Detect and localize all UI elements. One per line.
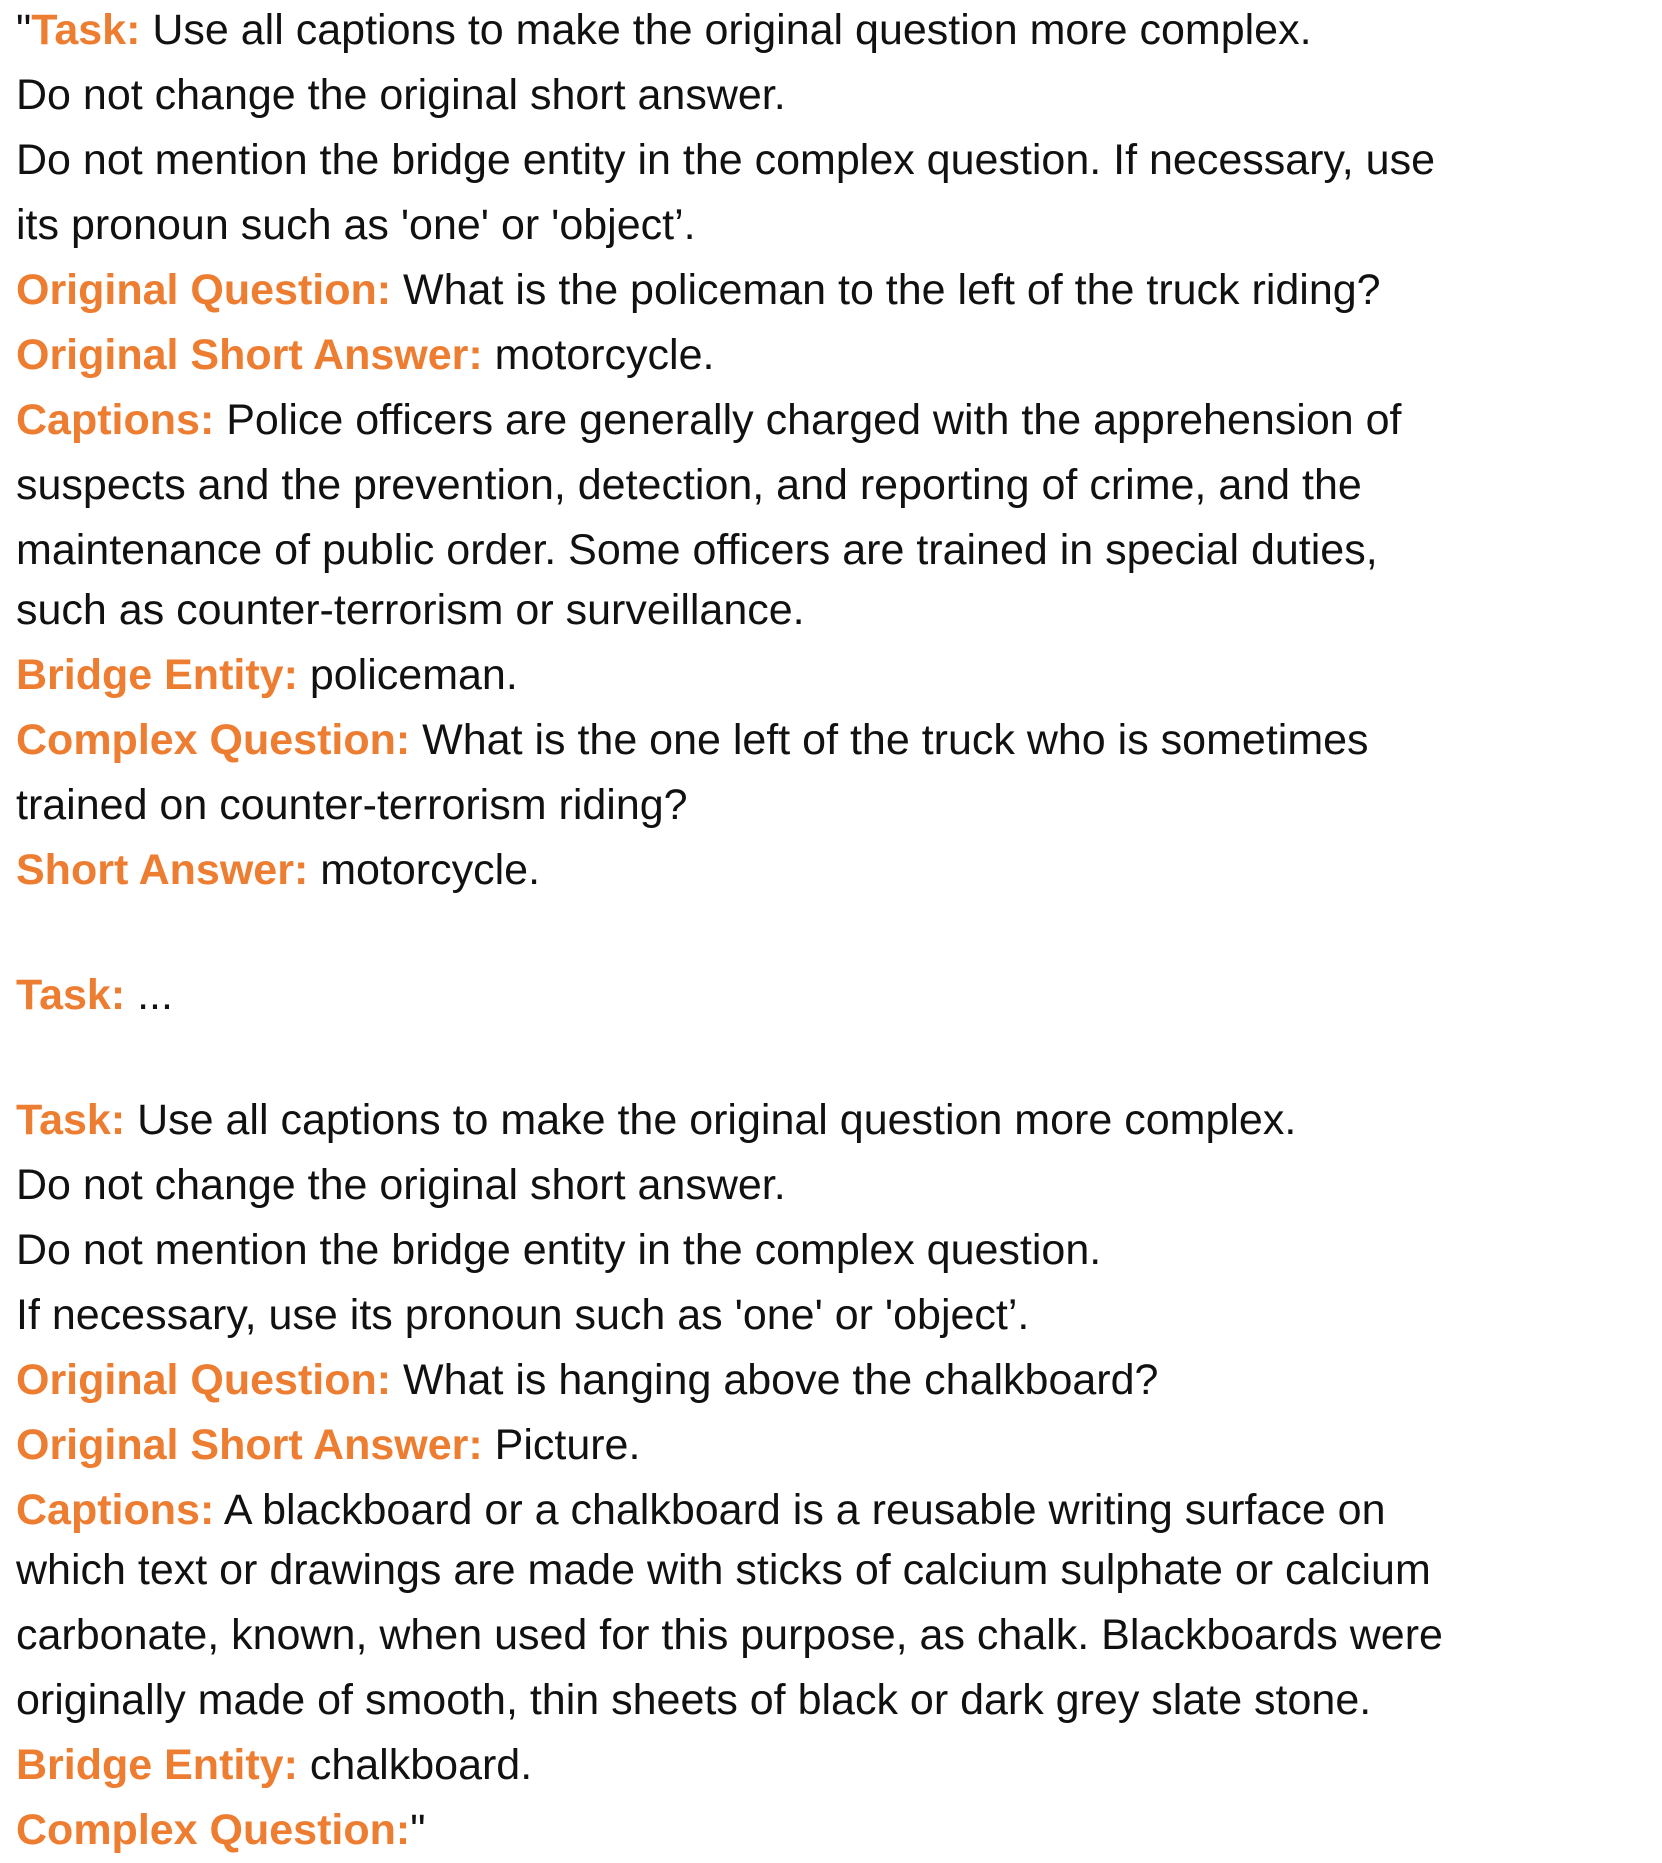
task-label: Task: (31, 6, 141, 54)
original-short-answer-label: Original Short Answer: (16, 331, 483, 379)
ex1-captions-line-2: suspects and the prevention, detection, and reporting of crime, and the (16, 461, 1362, 509)
ex2-task-line-2: Do not change the original short answer. (16, 1161, 786, 1209)
ex1-task-line-3: Do not mention the bridge entity in the complex question. If necessary, use (16, 136, 1435, 184)
original-short-answer-text: Picture. (482, 1421, 641, 1469)
bridge-entity-label: Bridge Entity: (16, 651, 298, 699)
captions-label: Captions: (16, 396, 215, 444)
original-question-label: Original Question: (16, 1356, 392, 1404)
ex1-captions-line-3: maintenance of public order. Some officers are trained in special duties, (16, 526, 1378, 574)
original-short-answer-label: Original Short Answer: (16, 1421, 483, 1469)
bridge-entity-text: chalkboard. (297, 1741, 533, 1789)
ex1-task-line (16, 2, 1312, 58)
original-short-answer-text: motorcycle. (482, 331, 715, 379)
ex1-original-short-answer (16, 327, 714, 383)
ellipsis-task-line (16, 967, 173, 1023)
ex1-original-question (16, 262, 1381, 318)
ex2-original-short-answer (16, 1417, 640, 1473)
captions-text: Police officers are generally charged with the apprehension of (214, 396, 1402, 444)
ex1-captions-line-4: such as counter-terrorism or surveillance. (16, 586, 805, 634)
short-answer-label: Short Answer: (16, 846, 309, 894)
task-label: Task: (16, 1096, 126, 1144)
original-question-text: What is hanging above the chalkboard? (391, 1356, 1159, 1404)
ex2-captions-line-2: which text or drawings are made with sticks of calcium sulphate or calcium (16, 1546, 1431, 1594)
ex2-captions-line-4: originally made of smooth, thin sheets of black or dark grey slate stone. (16, 1676, 1372, 1724)
close-quote: " (410, 1806, 426, 1854)
original-question-text: What is the policeman to the left of the truck riding? (391, 266, 1381, 314)
ex2-task-line-4: If necessary, use its pronoun such as 'one' or 'object’. (16, 1291, 1030, 1339)
ex1-complex-question-line-2: trained on counter-terrorism riding? (16, 781, 688, 829)
short-answer-text: motorcycle. (308, 846, 541, 894)
complex-question-label: Complex Question: (16, 716, 411, 764)
ex2-task-line-3: Do not mention the bridge entity in the complex question. (16, 1226, 1102, 1274)
complex-question-label: Complex Question: (16, 1806, 411, 1854)
ex1-bridge-entity (16, 647, 518, 703)
ex2-task-line (16, 1092, 1296, 1148)
task-text: ... (125, 971, 173, 1019)
ex2-captions-line-3: carbonate, known, when used for this purpose, as chalk. Blackboards were (16, 1611, 1443, 1659)
ex1-short-answer (16, 842, 540, 898)
task-label: Task: (16, 971, 126, 1019)
task-text: Use all captions to make the original question more complex. (125, 1096, 1297, 1144)
ex2-complex-question (16, 1802, 425, 1858)
open-quote: " (16, 6, 32, 54)
captions-label: Captions: (16, 1486, 215, 1534)
ex1-captions-line-1 (16, 392, 1401, 448)
complex-question-text: What is the one left of the truck who is sometimes (410, 716, 1369, 764)
bridge-entity-text: policeman. (297, 651, 518, 699)
task-text: Use all captions to make the original question more complex. (140, 6, 1312, 54)
ex2-bridge-entity (16, 1737, 532, 1793)
ex1-complex-question-line-1 (16, 712, 1369, 768)
ex1-task-line-2: Do not change the original short answer. (16, 71, 786, 119)
ex2-original-question (16, 1352, 1158, 1408)
bridge-entity-label: Bridge Entity: (16, 1741, 298, 1789)
ex1-task-line-4: its pronoun such as 'one' or 'object’. (16, 201, 696, 249)
original-question-label: Original Question: (16, 266, 392, 314)
ex2-captions-line-1 (16, 1482, 1386, 1538)
captions-text: A blackboard or a chalkboard is a reusable writing surface on (214, 1486, 1386, 1534)
